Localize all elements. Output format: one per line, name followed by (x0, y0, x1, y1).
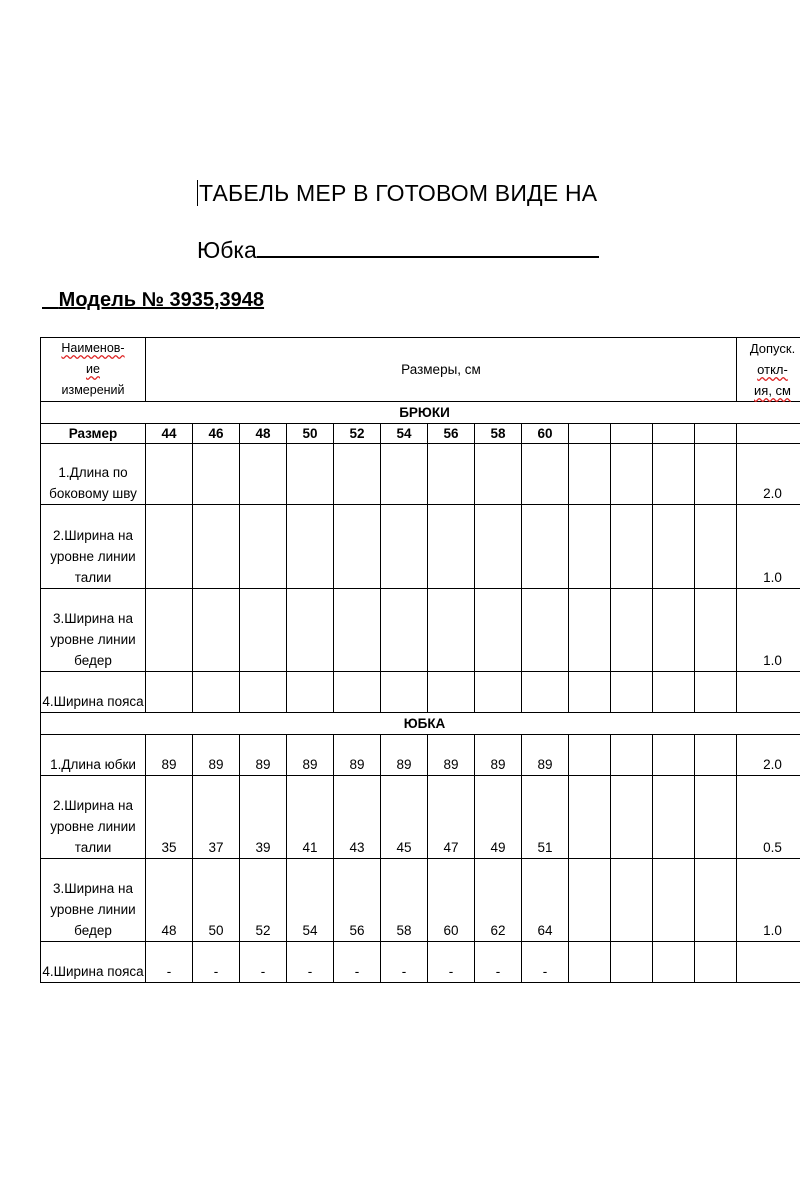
value-cell (475, 444, 522, 505)
value-cell: 60 (428, 859, 475, 942)
value-cell: 56 (334, 859, 381, 942)
value-cell (653, 505, 695, 589)
value-cell: 50 (193, 859, 240, 942)
value-cell: 89 (334, 735, 381, 776)
header-row (41, 338, 800, 402)
value-cell (653, 942, 695, 983)
value-cell (611, 672, 653, 713)
size-cell: 60 (522, 424, 569, 444)
value-cell: 41 (287, 776, 334, 859)
value-cell: 39 (240, 776, 287, 859)
section-title: ЮБКА (41, 713, 800, 735)
value-cell: - (428, 942, 475, 983)
value-cell: 51 (522, 776, 569, 859)
value-cell (653, 859, 695, 942)
measurement-name: 4.Ширина пояса (41, 672, 146, 713)
value-cell (428, 672, 475, 713)
value-cell (287, 444, 334, 505)
value-cell (522, 589, 569, 672)
value-cell (287, 589, 334, 672)
tolerance-cell: 2.0 (737, 735, 800, 776)
size-label: Размер (41, 424, 146, 444)
table-row (41, 859, 800, 942)
value-cell: 37 (193, 776, 240, 859)
value-cell (287, 672, 334, 713)
size-cell: 50 (287, 424, 334, 444)
value-cell (653, 776, 695, 859)
tolerance-cell: 0.5 (737, 776, 800, 859)
value-cell: 47 (428, 776, 475, 859)
value-cell (522, 505, 569, 589)
value-cell (334, 444, 381, 505)
header-tolerance-cell: Допуск. откл- ия, см (737, 338, 800, 402)
table-row (41, 505, 800, 589)
model-number: Модель № 3935,3948 (58, 289, 265, 311)
size-tolerance-cell (737, 424, 800, 444)
value-cell (240, 444, 287, 505)
value-cell: - (193, 942, 240, 983)
value-cell: - (475, 942, 522, 983)
measurements-table (40, 337, 800, 983)
value-cell (334, 505, 381, 589)
value-cell: 45 (381, 776, 428, 859)
value-cell: 89 (146, 735, 193, 776)
size-cell: 58 (475, 424, 522, 444)
tolerance-cell: 2.0 (737, 444, 800, 505)
value-cell: 49 (475, 776, 522, 859)
value-cell (695, 942, 737, 983)
table-row (41, 776, 800, 859)
measurement-name: 4.Ширина пояса (41, 942, 146, 983)
value-cell: 58 (381, 859, 428, 942)
size-cell: 52 (334, 424, 381, 444)
text-cursor (197, 180, 198, 206)
value-cell: 89 (428, 735, 475, 776)
value-cell: 64 (522, 859, 569, 942)
value-cell: - (381, 942, 428, 983)
value-cell: 54 (287, 859, 334, 942)
section-row (41, 713, 800, 735)
value-cell (695, 776, 737, 859)
value-cell: 89 (381, 735, 428, 776)
table-row (41, 735, 800, 776)
value-cell (695, 672, 737, 713)
value-cell (334, 589, 381, 672)
value-cell (475, 589, 522, 672)
value-cell (569, 672, 611, 713)
header-name-cell: Наименов- ие измерений (41, 338, 146, 402)
header-sizes-cell: Размеры, см (146, 338, 737, 402)
measurement-name: 1.Длина по боковому шву (41, 444, 146, 505)
value-cell (611, 776, 653, 859)
value-cell (475, 672, 522, 713)
value-cell: 62 (475, 859, 522, 942)
size-cell: 44 (146, 424, 193, 444)
value-cell (569, 505, 611, 589)
value-cell (381, 589, 428, 672)
value-cell (695, 735, 737, 776)
value-cell (146, 444, 193, 505)
value-cell (146, 589, 193, 672)
value-cell (475, 505, 522, 589)
value-cell (381, 672, 428, 713)
measurement-name: 2.Ширина на уровне линии талии (41, 505, 146, 589)
value-cell (146, 672, 193, 713)
size-cell (611, 424, 653, 444)
value-cell (569, 776, 611, 859)
value-cell (146, 505, 193, 589)
value-cell (695, 444, 737, 505)
value-cell: 52 (240, 859, 287, 942)
value-cell (695, 859, 737, 942)
tolerance-cell (737, 942, 800, 983)
value-cell (611, 505, 653, 589)
value-cell (569, 735, 611, 776)
value-cell (381, 505, 428, 589)
value-cell (193, 589, 240, 672)
value-cell: - (146, 942, 193, 983)
size-row (41, 424, 800, 444)
value-cell (193, 505, 240, 589)
value-cell (653, 444, 695, 505)
value-cell (653, 589, 695, 672)
value-cell: - (240, 942, 287, 983)
value-cell (428, 444, 475, 505)
value-cell (611, 942, 653, 983)
tolerance-cell: 1.0 (737, 859, 800, 942)
table-row (41, 942, 800, 983)
value-cell: - (522, 942, 569, 983)
value-cell: 35 (146, 776, 193, 859)
section-row (41, 402, 800, 424)
value-cell (428, 589, 475, 672)
tolerance-cell (737, 672, 800, 713)
size-cell: 46 (193, 424, 240, 444)
size-cell: 54 (381, 424, 428, 444)
value-cell: 89 (240, 735, 287, 776)
value-cell (287, 505, 334, 589)
value-cell: 89 (475, 735, 522, 776)
value-cell: 89 (287, 735, 334, 776)
table-row (41, 672, 800, 713)
value-cell (653, 672, 695, 713)
measurement-name: 3.Ширина на уровне линии бедер (41, 589, 146, 672)
value-cell (653, 735, 695, 776)
document-title: ТАБЕЛЬ МЕР В ГОТОВОМ ВИДЕ НА (199, 180, 598, 206)
measurement-name: 1.Длина юбки (41, 735, 146, 776)
size-cell (569, 424, 611, 444)
value-cell: 48 (146, 859, 193, 942)
value-cell (611, 859, 653, 942)
measurement-name: 3.Ширина на уровне линии бедер (41, 859, 146, 942)
fill-in-line (257, 236, 599, 258)
value-cell (695, 505, 737, 589)
value-cell (240, 672, 287, 713)
value-cell (428, 505, 475, 589)
measurement-name: 2.Ширина на уровне линии талии (41, 776, 146, 859)
value-cell (569, 589, 611, 672)
value-cell (240, 505, 287, 589)
table-row (41, 589, 800, 672)
tolerance-cell: 1.0 (737, 589, 800, 672)
tolerance-cell: 1.0 (737, 505, 800, 589)
value-cell (569, 859, 611, 942)
size-cell: 56 (428, 424, 475, 444)
value-cell (240, 589, 287, 672)
value-cell (569, 444, 611, 505)
value-cell: 89 (522, 735, 569, 776)
product-name: Юбка (197, 236, 599, 264)
table-row (41, 444, 800, 505)
value-cell (522, 444, 569, 505)
size-cell: 48 (240, 424, 287, 444)
value-cell: - (334, 942, 381, 983)
value-cell (569, 942, 611, 983)
value-cell: 43 (334, 776, 381, 859)
value-cell (193, 444, 240, 505)
section-title: БРЮКИ (41, 402, 800, 424)
value-cell (611, 735, 653, 776)
value-cell (611, 589, 653, 672)
value-cell (611, 444, 653, 505)
value-cell: 89 (193, 735, 240, 776)
value-cell (522, 672, 569, 713)
size-cell (695, 424, 737, 444)
size-cell (653, 424, 695, 444)
value-cell (334, 672, 381, 713)
value-cell: - (287, 942, 334, 983)
value-cell (193, 672, 240, 713)
value-cell (695, 589, 737, 672)
value-cell (381, 444, 428, 505)
